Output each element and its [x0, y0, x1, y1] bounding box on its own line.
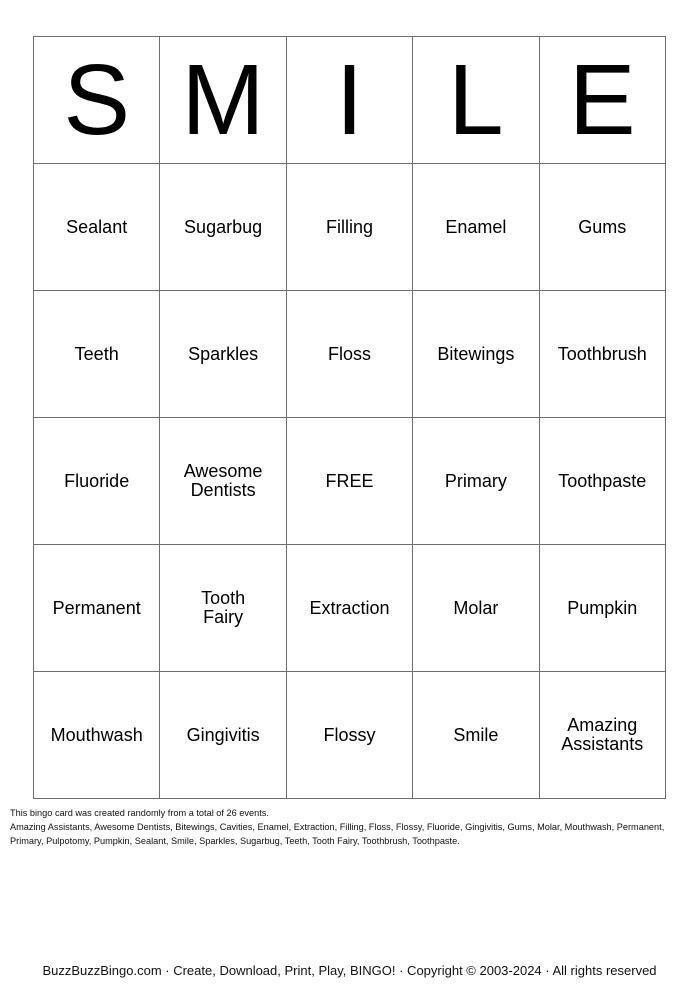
bingo-cell: Flossy	[286, 672, 412, 799]
header-letter: M	[160, 37, 286, 164]
bingo-cell: Smile	[413, 672, 539, 799]
bingo-cell: Filling	[286, 164, 412, 291]
bingo-cell: Awesome Dentists	[160, 418, 286, 545]
bingo-cell: Sugarbug	[160, 164, 286, 291]
bingo-row	[34, 545, 666, 672]
bingo-row	[34, 291, 666, 418]
bingo-cell: Pumpkin	[539, 545, 665, 672]
header-letter: L	[413, 37, 539, 164]
bingo-header-row	[34, 37, 666, 164]
bingo-cell: Amazing Assistants	[539, 672, 665, 799]
free-space-cell: FREE	[286, 418, 412, 545]
bingo-cell: Toothbrush	[539, 291, 665, 418]
bingo-cell: Sparkles	[160, 291, 286, 418]
bingo-cell: Toothpaste	[539, 418, 665, 545]
bingo-cell: Teeth	[34, 291, 160, 418]
bingo-cell: Enamel	[413, 164, 539, 291]
bingo-row	[34, 672, 666, 799]
bingo-row	[34, 418, 666, 545]
page-footer: BuzzBuzzBingo.com · Create, Download, Print, Play, BINGO! · Copyright © 2003-2024 · All rights reserved	[42, 963, 657, 978]
card-info-summary: This bingo card was created randomly from a total of 26 events.	[10, 808, 269, 818]
card-info	[10, 806, 695, 848]
bingo-cell: Sealant	[34, 164, 160, 291]
bingo-cell: Bitewings	[413, 291, 539, 418]
bingo-cell: Permanent	[34, 545, 160, 672]
bingo-cell: Tooth Fairy	[160, 545, 286, 672]
bingo-cell: Extraction	[286, 545, 412, 672]
bingo-cell: Fluoride	[34, 418, 160, 545]
bingo-cell: Gums	[539, 164, 665, 291]
header-letter: I	[286, 37, 412, 164]
bingo-cell: Floss	[286, 291, 412, 418]
bingo-card	[33, 36, 666, 799]
header-letter: E	[539, 37, 665, 164]
bingo-cell: Mouthwash	[34, 672, 160, 799]
card-info-event-list: Amazing Assistants, Awesome Dentists, Bitewings, Cavities, Enamel, Extraction, Filling, Floss, Flossy, Fluoride, Gingivitis, Gums, Molar, Mouthwash, Permanent, Primary, Pulpotomy, Pumpkin, Sealant, Smile, Sparkles, Sugarbug, Teeth, Tooth Fairy, Toothbrush, Toothpaste.	[10, 822, 665, 846]
bingo-cell: Gingivitis	[160, 672, 286, 799]
bingo-cell: Molar	[413, 545, 539, 672]
header-letter: S	[34, 37, 160, 164]
bingo-row	[34, 164, 666, 291]
bingo-cell: Primary	[413, 418, 539, 545]
